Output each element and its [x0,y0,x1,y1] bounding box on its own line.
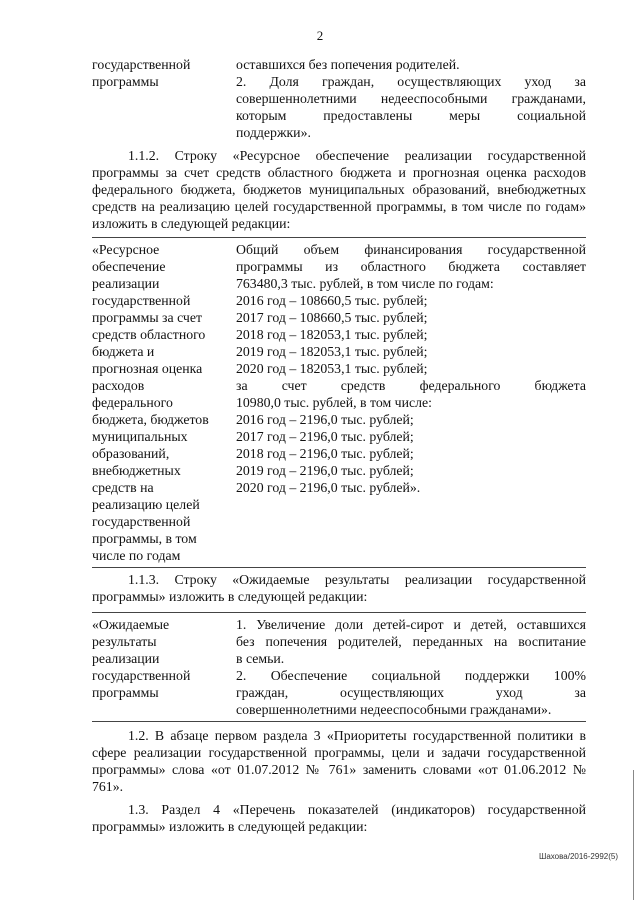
top-right-cell [236,56,586,141]
cell-line: государственной [92,514,191,529]
year-line: 2019 год – 2196,0 тыс. рублей; [236,463,414,478]
paragraph-1-2: 1.2. В абзаце первом раздела 3 «Приоритеты государственной политики в сфере реализации государственной программы, цели и задачи государственной программы» слова «от 01.07.2012 № 761» заменить словами «от 01.06.2012 № 761». [92,728,586,794]
cell-line: за счет средств федерального бюджета [236,378,586,393]
page-number: 2 [316,28,324,43]
top-table-row [92,56,586,141]
cell-line: программы [92,74,159,89]
cell-line: средств на [92,480,154,495]
year-line: 2019 год – 182053,1 тыс. рублей; [236,344,428,359]
year-line: 2018 год – 182053,1 тыс. рублей; [236,327,428,342]
cell-line: которым предоставлены меры социальной [236,108,586,123]
cell-line: «Ресурсное [92,242,160,257]
cell-line: числе по годам [92,548,181,563]
cell-line: реализации [92,276,160,291]
cell-line: 2. Доля граждан, осуществляющих уход за [236,74,586,89]
paragraph-1-1-3: 1.1.3. Строку «Ожидаемые результаты реализации государственной программы» изложить в следующей редакции: [92,572,586,604]
year-line: 2020 год – 182053,1 тыс. рублей; [236,361,428,376]
cell-line: средств областного [92,327,206,342]
cell-line: 1. Увеличение доли детей-сирот и детей, оставшихся [236,617,586,632]
cell-line: результаты [92,634,157,649]
cell-line: бюджета, бюджетов [92,412,209,427]
cell-line: 10980,0 тыс. рублей, в том числе: [236,395,432,410]
cell-line: реализацию целей [92,497,200,512]
resources-right-cell [236,241,586,564]
year-line: 2020 год – 2196,0 тыс. рублей». [236,480,421,495]
cell-line: муниципальных [92,429,188,444]
resources-left-cell [92,241,236,564]
cell-line: федерального [92,395,173,410]
paragraph-1-3: 1.3. Раздел 4 «Перечень показателей (индикаторов) государственной программы» изложить в следующей редакции: [92,802,586,834]
cell-line: программы за счет [92,310,203,325]
cell-line: «Ожидаемые [92,617,170,632]
paragraph-1-1-2: 1.1.2. Строку «Ресурсное обеспечение реализации государственной программы за счет средств областного бюджета и прогнозная оценка расходов федерального бюджета, бюджетов муниципальных образований, внебюджетных средств на реализацию целей государственной программы, в том числе по годам» изложить в следующей редакции: [92,148,586,231]
document-code: Шахова/2016-2992(5) [538,852,618,861]
year-line: 2016 год – 108660,5 тыс. рублей; [236,293,428,308]
table-rule [92,237,586,238]
document-body [92,56,586,835]
table-rule [92,567,586,568]
cell-line: совершеннолетними недееспособными гражданами». [236,702,552,717]
cell-line: внебюджетных [92,463,181,478]
cell-line: государственной [92,668,191,683]
cell-line: расходов [92,378,145,393]
cell-line: оставшихся без попечения родителей. [236,57,460,72]
cell-line: в семьи. [236,651,285,666]
cell-line: образований, [92,446,170,461]
cell-line: государственной [92,57,191,72]
table-rule [92,612,586,613]
top-left-cell [92,56,236,141]
resources-table-row [92,241,586,564]
cell-line: программы из областного бюджета составляет [236,259,586,274]
cell-line: 763480,3 тыс. рублей, в том числе по годам: [236,276,494,291]
cell-line: без попечения родителей, переданных на воспитание [236,634,586,649]
cell-line: программы, в том [92,531,197,546]
year-line: 2016 год – 2196,0 тыс. рублей; [236,412,414,427]
cell-line: совершеннолетними недееспособными гражданами, [236,91,586,106]
cell-line: программы [92,685,159,700]
scan-edge-mark [633,770,636,900]
table-rule [92,721,586,722]
cell-line: реализации [92,651,160,666]
results-left-cell [92,616,236,718]
results-right-cell [236,616,586,718]
cell-line: граждан, осуществляющих уход за [236,685,586,700]
cell-line: прогнозная оценка [92,361,203,376]
cell-line: обеспечение [92,259,166,274]
results-table-row [92,616,586,718]
cell-line: государственной [92,293,191,308]
cell-line: бюджета и [92,344,155,359]
year-line: 2018 год – 2196,0 тыс. рублей; [236,446,414,461]
cell-line: 2. Обеспечение социальной поддержки 100% [236,668,586,683]
cell-line: поддержки». [236,125,311,140]
year-line: 2017 год – 2196,0 тыс. рублей; [236,429,414,444]
cell-line: Общий объем финансирования государственной [236,242,586,257]
year-line: 2017 год – 108660,5 тыс. рублей; [236,310,428,325]
